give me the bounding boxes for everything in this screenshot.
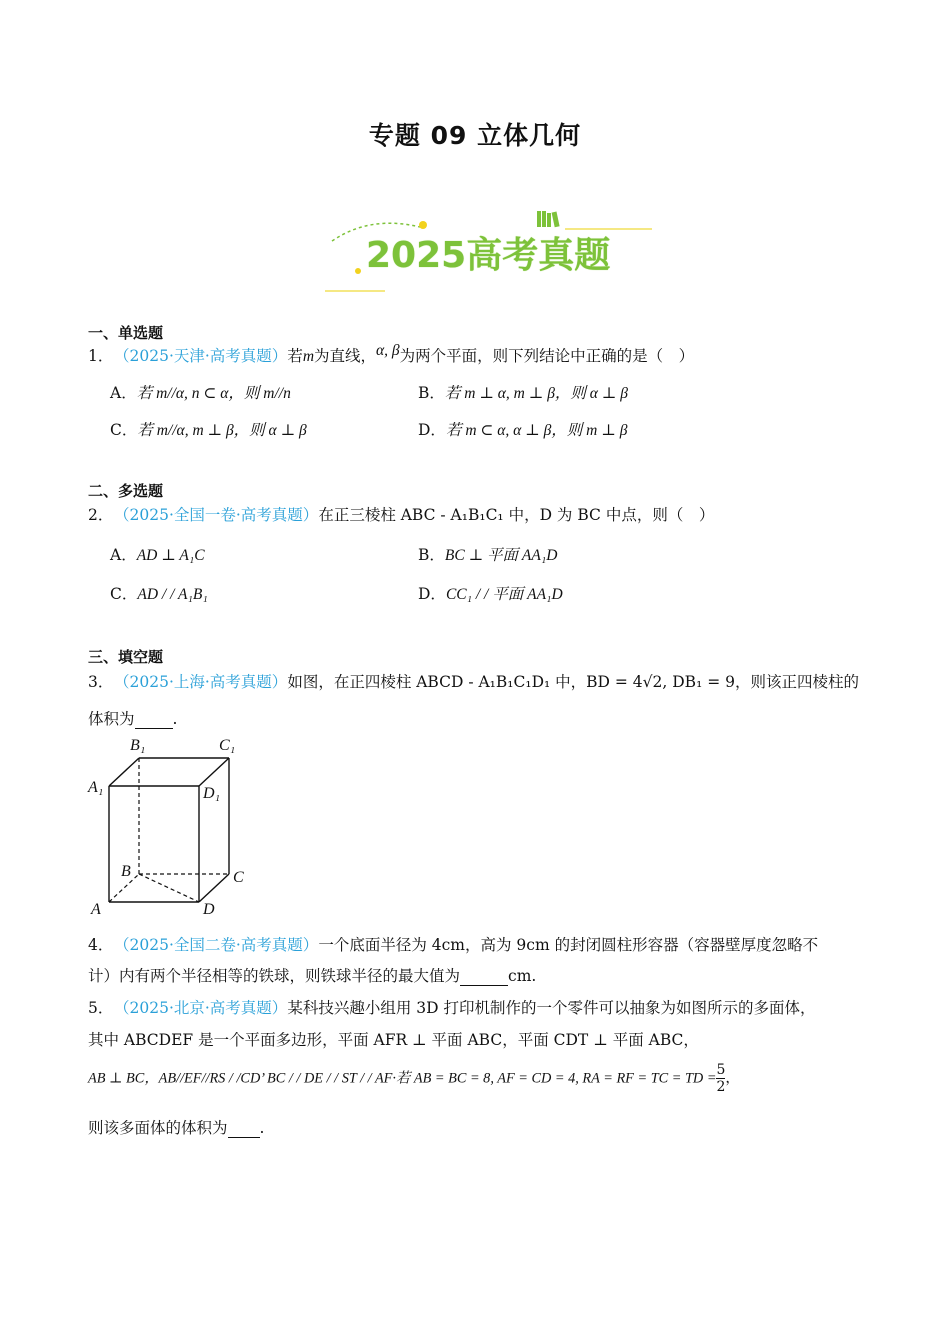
question-source: （2025·上海·高考真题）: [114, 673, 288, 691]
question-5-stem-2: 其中 ABCDEF 是一个平面多边形，平面 AFR ⊥ 平面 ABC，平面 CDT ⊥ 平面 ABC，: [88, 1031, 699, 1049]
question-4-stem-cont: 计）内有两个半径相等的铁球，则铁球半径的最大值为 cm.: [88, 967, 537, 985]
question-source: （2025·天津·高考真题）: [114, 347, 288, 365]
question-5-stem: 5．（2025·北京·高考真题）某科技兴趣小组用 3D 打印机制作的一个零件可以抽象为如图所示的多面体，: [88, 999, 816, 1017]
question-5-stem-4: 则该多面体的体积为 .: [88, 1119, 265, 1137]
label-c: C: [233, 869, 244, 886]
question-3-stem: 3．（2025·上海·高考真题）如图，在正四棱柱 ABCD - A₁B₁C₁D₁ 中，BD = 4√2, DB₁ = 9，则该正四棱柱的: [88, 673, 859, 691]
question-2-stem: 2．（2025·全国一卷·高考真题）在正三棱柱 ABC - A₁B₁C₁ 中，D 为 BC 中点，则（ ）: [88, 506, 715, 524]
question-4-stem: 4．（2025·全国二卷·高考真题）一个底面半径为 4cm，高为 9cm 的封闭圆柱形容器（容器壁厚度忽略不: [88, 936, 819, 954]
option-b[interactable]: B．BC ⊥ 平面 AA₁D: [418, 546, 558, 564]
label-d1: D₁: [203, 785, 221, 802]
label-b1: B₁: [130, 737, 146, 754]
option-d[interactable]: D．若 m ⊂ α, α ⊥ β，则 m ⊥ β: [418, 421, 628, 439]
option-d[interactable]: D．CC₁ / / 平面 AA₁D: [418, 585, 563, 603]
option-a[interactable]: A．AD ⊥ A₁C: [110, 546, 205, 564]
option-a[interactable]: A．若 m//α, n ⊂ α，则 m//n: [110, 384, 291, 402]
fraction: $\frac{5}{2}$: [716, 1062, 726, 1095]
option-c[interactable]: C．若 m//α, m ⊥ β，则 α ⊥ β: [110, 421, 307, 439]
label-c1: C₁: [219, 737, 236, 754]
question-1-stem: 1．（2025·天津·高考真题）若m为直线，α, β为两个平面，则下列结论中正确的是（ ）: [88, 342, 695, 365]
question-5-stem-3: AB ⊥ BC，AB//EF//RS / /CD’ BC / / DE / / ST / / AF·若 AB = BC = 8, AF = CD = 4, RA = RF = TC = TD = $\frac{5}{2}$ ，: [88, 1062, 740, 1095]
books-icon: [537, 211, 560, 227]
option-b[interactable]: B．若 m ⊥ α, m ⊥ β，则 α ⊥ β: [418, 384, 628, 402]
label-a1: A₁: [88, 779, 104, 796]
section-heading: 二、多选题: [88, 482, 164, 500]
section-heading: 三、填空题: [88, 648, 164, 666]
label-b: B: [121, 863, 131, 880]
section-heading: 一、单选题: [88, 324, 164, 342]
label-d: D: [203, 901, 215, 918]
label-a: A: [91, 901, 101, 918]
page-title: 专题 09 立体几何: [368, 121, 582, 150]
answer-blank[interactable]: [228, 1119, 260, 1138]
prism-figure: [85, 732, 255, 922]
answer-blank[interactable]: [460, 967, 508, 986]
question-source: （2025·全国一卷·高考真题）: [114, 506, 319, 524]
question-source: （2025·北京·高考真题）: [114, 999, 288, 1017]
option-c[interactable]: C．AD / / A₁B₁: [110, 585, 208, 603]
answer-blank[interactable]: [135, 710, 173, 729]
question-3-stem-cont: 体积为 .: [88, 710, 178, 728]
banner-text: 2025高考真题: [366, 235, 611, 276]
question-source: （2025·全国二卷·高考真题）: [114, 936, 319, 954]
banner: [320, 205, 660, 300]
